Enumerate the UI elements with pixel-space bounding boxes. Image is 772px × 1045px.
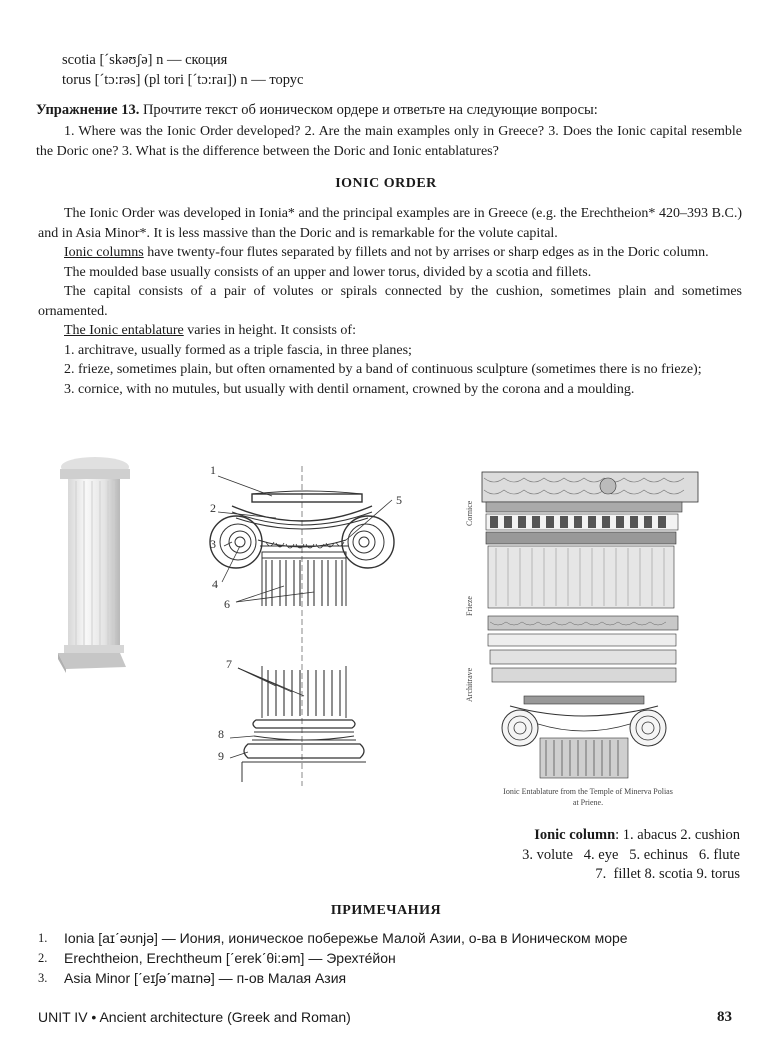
footer-subject: Ancient architecture (Greek and Roman) bbox=[99, 1009, 351, 1025]
caption-line-1-rest: : 1. abacus 2. cushion bbox=[615, 827, 740, 843]
body-text bbox=[38, 204, 742, 399]
exercise-label: Упражнение 13. bbox=[36, 102, 140, 118]
footer-unit: UNIT IV bbox=[38, 1009, 88, 1025]
paragraph-3: The moulded base usually consists of an upper and lower torus, divided by a scotia and fillets. bbox=[64, 264, 592, 280]
caption-title: Ionic column bbox=[534, 827, 616, 843]
paragraph-2 bbox=[38, 243, 742, 263]
fig-label-5: 5 bbox=[396, 493, 402, 507]
engraving-label-frieze: Frieze bbox=[465, 596, 474, 616]
paragraph-6: 1. architrave, usually formed as a triple fascia, in three planes; bbox=[64, 342, 412, 358]
fig-label-6: 6 bbox=[224, 597, 230, 611]
note-number: 1. bbox=[38, 931, 48, 945]
note-number: 2. bbox=[38, 951, 48, 965]
paragraph-8: 3. cornice, with no mutules, but usually with dentil ornament, crowned by the corona and a moulding. bbox=[64, 381, 635, 397]
engraving-caption-line-1: Ionic Entablature from the Temple of Minerva Polias bbox=[503, 787, 673, 796]
glossary-entry-torus: torus [ˊtɔ:rəs] (pl tori [ˊtɔ:raɪ]) n — торус bbox=[62, 72, 304, 88]
page-footer bbox=[38, 1009, 351, 1025]
fig-label-8: 8 bbox=[218, 727, 224, 741]
ionic-column-drawing bbox=[196, 456, 426, 796]
paragraph-1: The Ionic Order was developed in Ionia* and the principal examples are in Greece (e.g. the Erechtheion* 420–393 B.C.) and in Asia Minor*. It is less massive than the Doric and is remarkable for the volute capital. bbox=[38, 206, 742, 241]
exercise-questions: 1. Where was the Ionic Order developed? 2. Are the main examples only in Greece? 3. Does the Ionic capital resemble the Doric one? 3. What is the difference between the Doric and Ionic entablatures? bbox=[36, 124, 742, 159]
figure-caption-line-1 bbox=[478, 826, 740, 846]
fig-label-7: 7 bbox=[226, 657, 232, 671]
glossary-entry-scotia: scotia [ˊskəʊʃə] n — скоция bbox=[62, 52, 228, 68]
footer-bullet: • bbox=[91, 1009, 97, 1025]
fig-label-2: 2 bbox=[210, 501, 216, 515]
page-number: 83 bbox=[717, 1009, 732, 1025]
paragraph-7: 2. frieze, sometimes plain, but often ornamented by a band of continuous sculpture (sometimes there is no frieze); bbox=[64, 362, 702, 377]
note-item bbox=[38, 968, 742, 988]
fig-label-4: 4 bbox=[212, 577, 218, 591]
underlined-ionic-columns: Ionic columns bbox=[64, 245, 144, 260]
paragraph-5 bbox=[38, 321, 742, 341]
note-text: Erechtheion, Erechtheum [ˊerekˊθi:əm] — Эрехте́йон bbox=[64, 950, 396, 966]
figure-caption-line-3: 7. fillet 8. scotia 9. torus bbox=[595, 866, 740, 882]
paragraph-5-rest: varies in height. It consists of: bbox=[183, 323, 356, 338]
fig-label-1: 1 bbox=[210, 463, 216, 477]
note-number: 3. bbox=[38, 971, 48, 985]
notes-title: ПРИМЕЧАНИЯ bbox=[330, 903, 442, 918]
exercise-instruction: Прочтите текст об ионическом ордере и ответьте на следующие вопросы: bbox=[142, 102, 598, 118]
fig-label-3: 3 bbox=[210, 537, 216, 551]
note-text: Ionia [aɪˊəʊnjə] — Иония, ионическое побережье Малой Азии, о-ва в Ионическом море bbox=[64, 930, 628, 946]
section-title: IONIC ORDER bbox=[335, 176, 437, 191]
note-text: Asia Minor [ˊeɪʃəˊmaɪnə] — п-ов Малая Азия bbox=[64, 970, 347, 986]
engraving-label-architrave: Architrave bbox=[465, 667, 474, 702]
fig-label-9: 9 bbox=[218, 749, 224, 763]
engraving-label-cornice: Cornice bbox=[465, 500, 474, 526]
note-item bbox=[38, 948, 742, 968]
column-photo bbox=[50, 455, 132, 675]
entablature-engraving bbox=[462, 466, 712, 810]
notes-list bbox=[38, 928, 742, 988]
exercise-heading bbox=[36, 100, 742, 120]
paragraph-4: The capital consists of a pair of volutes or spirals connected by the cushion, sometimes plain and sometimes ornamented. bbox=[38, 284, 742, 319]
note-item bbox=[38, 928, 742, 948]
figure-caption-line-2: 3. volute 4. eye 5. echinus 6. flute bbox=[522, 847, 740, 863]
engraving-caption-line-2: at Priene. bbox=[572, 798, 604, 807]
underlined-ionic-entablature: The Ionic entablature bbox=[64, 323, 184, 338]
paragraph-2-rest: have twenty-four flutes separated by fillets and not by arrises or sharp edges as in the Doric column. bbox=[143, 245, 709, 260]
